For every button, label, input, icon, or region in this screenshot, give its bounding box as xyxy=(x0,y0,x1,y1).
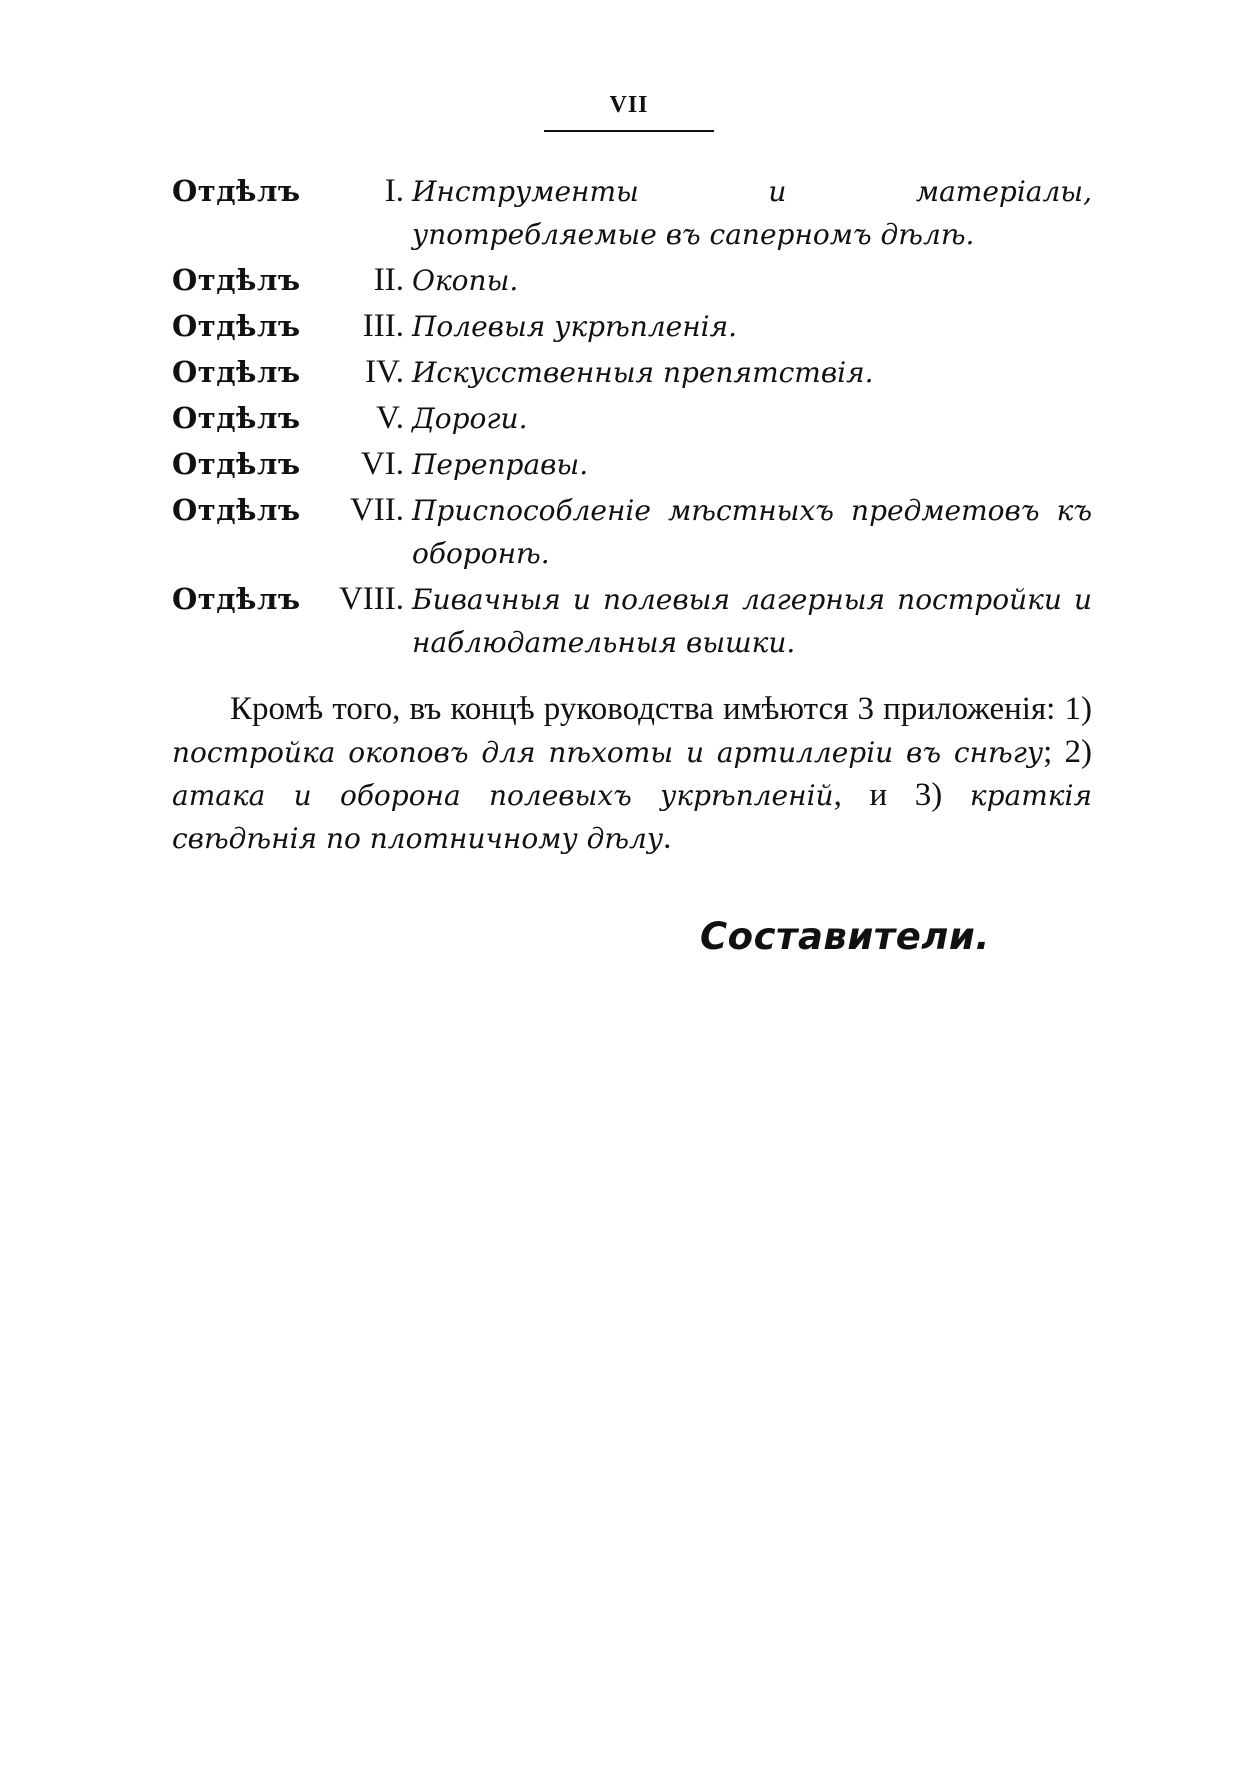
entry-numeral: VI. xyxy=(360,446,404,482)
entry-numeral: IV. xyxy=(365,354,404,390)
entry-label: Отдѣлъ xyxy=(172,355,301,389)
contents-list xyxy=(172,170,1092,667)
entry-label: Отдѣлъ xyxy=(172,447,301,481)
appendix-separator: ; 2) xyxy=(1043,734,1092,770)
signature: Составители. xyxy=(700,915,990,958)
entry-title: Бивачныя и полевыя лагерныя постройки и наблюдательныя вышки. xyxy=(412,583,1092,659)
entry-numeral: VII. xyxy=(349,492,404,528)
entry-title: Полевыя укрѣпленія. xyxy=(412,310,738,343)
contents-entry xyxy=(172,578,1092,664)
entry-label: Отдѣлъ xyxy=(172,493,301,527)
entry-numeral: V. xyxy=(376,400,404,436)
appendix-intro: Кромѣ того, въ концѣ руководства имѣются 3 приложенія: xyxy=(230,691,1056,727)
appendix-end: . xyxy=(663,820,672,856)
entry-title: Дороги. xyxy=(412,402,528,435)
contents-entry xyxy=(172,170,1092,256)
contents-entry xyxy=(172,443,1092,486)
entry-numeral: I. xyxy=(384,173,404,209)
entry-label: Отдѣлъ xyxy=(172,309,301,343)
entry-title: Переправы. xyxy=(412,448,589,481)
appendix-item: постройка окоповъ для пѣхоты и артиллеріи въ снѣгу xyxy=(172,736,1044,769)
entry-title: Искусственныя препятствія. xyxy=(412,356,874,389)
entry-title: Инструменты и матеріалы, употребляемые въ саперномъ дѣлѣ. xyxy=(412,175,1092,251)
entry-numeral: II. xyxy=(373,262,404,298)
entry-label: Отдѣлъ xyxy=(172,263,301,297)
page-number: VII xyxy=(609,92,649,118)
entry-numeral: III. xyxy=(362,308,404,344)
entry-label: Отдѣлъ xyxy=(172,174,301,208)
appendix-paragraph xyxy=(172,688,1092,860)
appendix-item: атака и оборона полевыхъ укрѣпленій xyxy=(172,779,834,812)
entry-label: Отдѣлъ xyxy=(172,401,301,435)
contents-entry xyxy=(172,351,1092,394)
appendix-item: краткія свѣдѣнія по плотничному дѣлу xyxy=(172,779,1092,855)
entry-title: Окопы. xyxy=(412,264,519,297)
header-rule xyxy=(544,130,714,132)
appendix-separator: , и 3) xyxy=(833,777,970,813)
entry-title: Приспособленіе мѣстныхъ предметовъ къ оборонѣ. xyxy=(412,494,1092,570)
contents-entry xyxy=(172,397,1092,440)
appendix-number: 1) xyxy=(1055,691,1093,727)
contents-entry xyxy=(172,305,1092,348)
contents-entry xyxy=(172,489,1092,575)
contents-entry xyxy=(172,259,1092,302)
entry-label: Отдѣлъ xyxy=(172,582,301,616)
entry-numeral: VIII. xyxy=(338,581,404,617)
